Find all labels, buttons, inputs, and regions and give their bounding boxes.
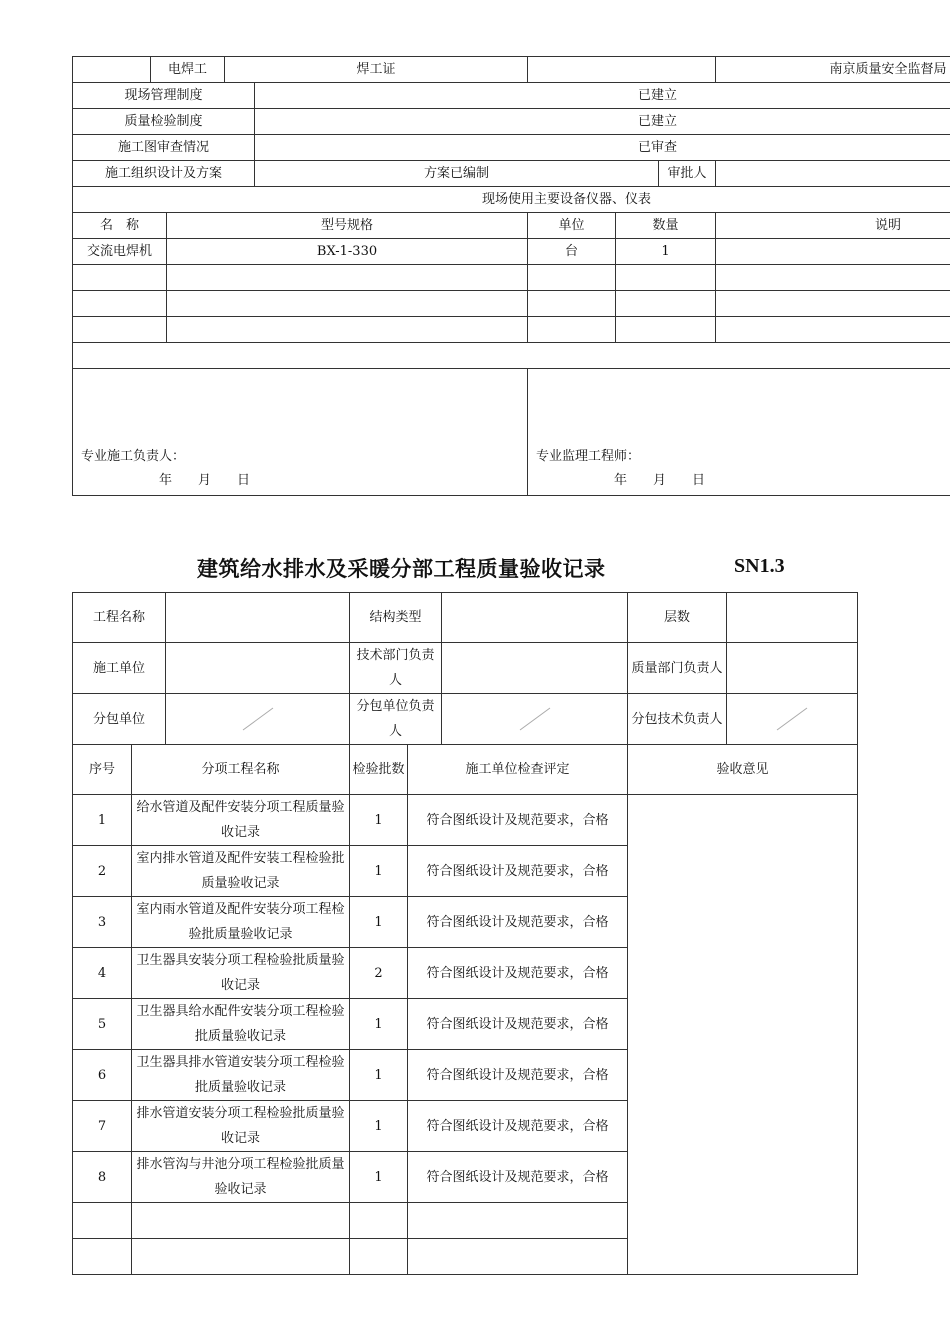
empty-cell bbox=[73, 265, 167, 291]
empty-cell bbox=[73, 1203, 132, 1239]
quality-dept-label: 质量部门负责人 bbox=[628, 643, 727, 694]
supervision-date: 年 月 日 bbox=[614, 473, 706, 488]
welder-row-blank-cell bbox=[73, 57, 151, 83]
plan-value: 方案已编制 bbox=[255, 161, 659, 187]
header-batch-count: 检验批数 bbox=[350, 745, 408, 795]
item-batch: 1 bbox=[350, 1050, 408, 1101]
subcontract-tech-label: 分包技术负责人 bbox=[628, 694, 727, 745]
equipment-qty: 1 bbox=[616, 239, 716, 265]
equipment-model: BX-1-330 bbox=[167, 239, 528, 265]
supervision-signature-block bbox=[528, 369, 950, 496]
quality-dept-value bbox=[727, 643, 858, 694]
item-batch: 1 bbox=[350, 999, 408, 1050]
spacer-row bbox=[73, 343, 950, 369]
header-seq: 序号 bbox=[73, 745, 132, 795]
tech-dept-value bbox=[442, 643, 628, 694]
empty-cell bbox=[528, 291, 616, 317]
empty-cell bbox=[716, 291, 950, 317]
item-name: 卫生器具排水管道安装分项工程检验批质量验收记录 bbox=[132, 1050, 350, 1101]
empty-cell bbox=[716, 317, 950, 343]
item-name: 排水管道安装分项工程检验批质量验收记录 bbox=[132, 1101, 350, 1152]
empty-cell bbox=[616, 265, 716, 291]
empty-cell bbox=[350, 1239, 408, 1275]
construction-date: 年 月 日 bbox=[159, 473, 251, 488]
structure-type-label: 结构类型 bbox=[350, 593, 442, 643]
item-eval: 符合图纸设计及规范要求，合格 bbox=[408, 999, 628, 1050]
item-seq: 7 bbox=[73, 1101, 132, 1152]
header-evaluation: 施工单位检查评定 bbox=[408, 745, 628, 795]
empty-cell bbox=[528, 265, 616, 291]
tech-dept-label: 技术部门负责人 bbox=[350, 643, 442, 694]
equipment-row-empty bbox=[73, 291, 950, 317]
item-eval: 符合图纸设计及规范要求，合格 bbox=[408, 948, 628, 999]
item-seq: 6 bbox=[73, 1050, 132, 1101]
equipment-row-empty bbox=[73, 265, 950, 291]
approver-label: 审批人 bbox=[659, 161, 716, 187]
project-name-label: 工程名称 bbox=[73, 593, 166, 643]
item-eval: 符合图纸设计及规范要求，合格 bbox=[408, 1152, 628, 1203]
subcontract-tech-value bbox=[727, 694, 858, 745]
equipment-unit: 台 bbox=[528, 239, 616, 265]
equipment-row bbox=[73, 239, 950, 265]
empty-cell bbox=[73, 317, 167, 343]
empty-cell bbox=[132, 1203, 350, 1239]
floors-value bbox=[727, 593, 858, 643]
not-applicable-slash-icon bbox=[775, 706, 809, 732]
item-name: 室内排水管道及配件安装工程检验批质量验收记录 bbox=[132, 846, 350, 897]
subcontract-head-value bbox=[442, 694, 628, 745]
item-eval: 符合图纸设计及规范要求，合格 bbox=[408, 846, 628, 897]
row-value: 已建立 bbox=[255, 83, 950, 109]
item-seq: 2 bbox=[73, 846, 132, 897]
item-batch: 2 bbox=[350, 948, 408, 999]
row-label: 现场管理制度 bbox=[73, 83, 255, 109]
form-code: SN1.3 bbox=[734, 555, 785, 577]
item-name: 卫生器具给水配件安装分项工程检验批质量验收记录 bbox=[132, 999, 350, 1050]
empty-cell bbox=[408, 1203, 628, 1239]
empty-cell bbox=[132, 1239, 350, 1275]
empty-cell bbox=[167, 317, 528, 343]
row-value: 已审查 bbox=[255, 135, 950, 161]
acceptance-opinion-cell bbox=[628, 795, 858, 1275]
project-name-value bbox=[166, 593, 350, 643]
floors-label: 层数 bbox=[628, 593, 727, 643]
approver-value bbox=[716, 161, 950, 187]
acceptance-record-table bbox=[72, 592, 858, 1275]
row-value: 已建立 bbox=[255, 109, 950, 135]
equipment-header-note: 说明 bbox=[716, 213, 950, 239]
empty-cell bbox=[167, 291, 528, 317]
welder-type-cell: 电焊工 bbox=[151, 57, 225, 83]
item-seq: 5 bbox=[73, 999, 132, 1050]
equipment-header-unit: 单位 bbox=[528, 213, 616, 239]
empty-cell bbox=[73, 291, 167, 317]
item-name: 给水管道及配件安装分项工程质量验收记录 bbox=[132, 795, 350, 846]
empty-cell bbox=[73, 1239, 132, 1275]
construction-unit-label: 施工单位 bbox=[73, 643, 166, 694]
item-seq: 1 bbox=[73, 795, 132, 846]
item-batch: 1 bbox=[350, 897, 408, 948]
subcontract-head-label: 分包单位负责人 bbox=[350, 694, 442, 745]
empty-cell bbox=[616, 291, 716, 317]
item-seq: 3 bbox=[73, 897, 132, 948]
subcontract-unit-value bbox=[166, 694, 350, 745]
not-applicable-slash-icon bbox=[518, 706, 552, 732]
header-opinion: 验收意见 bbox=[628, 745, 858, 795]
item-eval: 符合图纸设计及规范要求，合格 bbox=[408, 1101, 628, 1152]
equipment-management-table bbox=[72, 56, 950, 496]
item-batch: 1 bbox=[350, 795, 408, 846]
item-batch: 1 bbox=[350, 1101, 408, 1152]
item-eval: 符合图纸设计及规范要求，合格 bbox=[408, 1050, 628, 1101]
item-eval: 符合图纸设计及规范要求，合格 bbox=[408, 897, 628, 948]
construction-head-label: 专业施工负责人： bbox=[81, 449, 186, 464]
equipment-section-title: 现场使用主要设备仪器、仪表 bbox=[73, 187, 950, 213]
page-title: 建筑给水排水及采暖分部工程质量验收记录 bbox=[197, 557, 606, 581]
table-row bbox=[73, 795, 858, 846]
equipment-row-empty bbox=[73, 317, 950, 343]
equipment-name: 交流电焊机 bbox=[73, 239, 167, 265]
construction-signature-block bbox=[73, 369, 528, 496]
item-seq: 4 bbox=[73, 948, 132, 999]
item-batch: 1 bbox=[350, 846, 408, 897]
item-seq: 8 bbox=[73, 1152, 132, 1203]
item-name: 卫生器具安装分项工程检验批质量验收记录 bbox=[132, 948, 350, 999]
item-eval: 符合图纸设计及规范要求，合格 bbox=[408, 795, 628, 846]
equipment-header-model: 型号规格 bbox=[167, 213, 528, 239]
item-name: 室内雨水管道及配件安装分项工程检验批质量验收记录 bbox=[132, 897, 350, 948]
plan-label: 施工组织设计及方案 bbox=[73, 161, 255, 187]
row-label: 施工图审查情况 bbox=[73, 135, 255, 161]
empty-cell bbox=[408, 1239, 628, 1275]
construction-unit-value bbox=[166, 643, 350, 694]
empty-cell bbox=[167, 265, 528, 291]
not-applicable-slash-icon bbox=[241, 706, 275, 732]
header-item-name: 分项工程名称 bbox=[132, 745, 350, 795]
row-label: 质量检验制度 bbox=[73, 109, 255, 135]
welder-cert-cell: 焊工证 bbox=[225, 57, 528, 83]
subcontract-unit-label: 分包单位 bbox=[73, 694, 166, 745]
welder-row-blank-cell-2 bbox=[528, 57, 716, 83]
equipment-header-name: 名 称 bbox=[73, 213, 167, 239]
empty-cell bbox=[528, 317, 616, 343]
equipment-note bbox=[716, 239, 950, 265]
structure-type-value bbox=[442, 593, 628, 643]
supervision-engineer-label: 专业监理工程师： bbox=[536, 449, 641, 464]
issuing-authority-cell: 南京质量安全监督局 bbox=[716, 57, 950, 83]
empty-cell bbox=[716, 265, 950, 291]
item-name: 排水管沟与井池分项工程检验批质量验收记录 bbox=[132, 1152, 350, 1203]
equipment-header-qty: 数量 bbox=[616, 213, 716, 239]
item-batch: 1 bbox=[350, 1152, 408, 1203]
empty-cell bbox=[616, 317, 716, 343]
empty-cell bbox=[350, 1203, 408, 1239]
